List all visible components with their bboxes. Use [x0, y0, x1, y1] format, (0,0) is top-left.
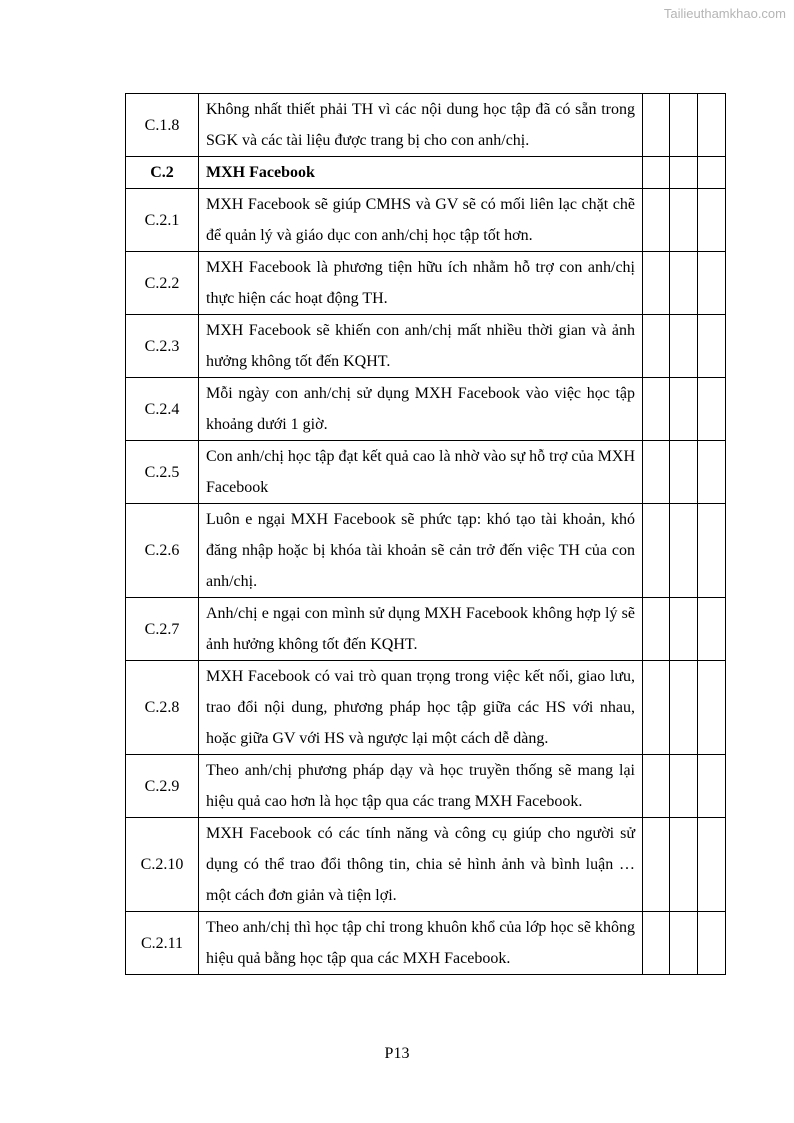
table-row — [126, 315, 726, 378]
rating-cell[interactable] — [670, 157, 698, 189]
rating-cell[interactable] — [698, 189, 726, 252]
rating-cell[interactable] — [643, 818, 670, 912]
table-row — [126, 755, 726, 818]
table-row — [126, 378, 726, 441]
rating-cell[interactable] — [643, 189, 670, 252]
rating-cell[interactable] — [670, 315, 698, 378]
item-statement: MXH Facebook sẽ giúp CMHS và GV sẽ có mối liên lạc chặt chẽ để quản lý và giáo dục con anh/chị học tập tốt hơn. — [199, 189, 643, 252]
rating-cell[interactable] — [698, 755, 726, 818]
rating-cell[interactable] — [698, 598, 726, 661]
rating-cell[interactable] — [670, 755, 698, 818]
rating-cell[interactable] — [670, 441, 698, 504]
section-row — [126, 157, 726, 189]
survey-table-body — [126, 94, 726, 975]
rating-cell[interactable] — [670, 504, 698, 598]
table-row — [126, 504, 726, 598]
item-code: C.2.5 — [126, 441, 199, 504]
table-row — [126, 661, 726, 755]
item-statement: Không nhất thiết phải TH vì các nội dung học tập đã có sẵn trong SGK và các tài liệu được trang bị cho con anh/chị. — [199, 94, 643, 157]
rating-cell[interactable] — [698, 94, 726, 157]
rating-cell[interactable] — [643, 378, 670, 441]
item-statement: Theo anh/chị thì học tập chỉ trong khuôn khổ của lớp học sẽ không hiệu quả bằng học tập qua các MXH Facebook. — [199, 912, 643, 975]
item-code: C.2.6 — [126, 504, 199, 598]
rating-cell[interactable] — [698, 441, 726, 504]
rating-cell[interactable] — [670, 189, 698, 252]
item-statement: MXH Facebook — [199, 157, 643, 189]
item-statement: Mỗi ngày con anh/chị sử dụng MXH Facebook vào việc học tập khoảng dưới 1 giờ. — [199, 378, 643, 441]
item-statement: MXH Facebook là phương tiện hữu ích nhằm hỗ trợ con anh/chị thực hiện các hoạt động TH. — [199, 252, 643, 315]
item-code: C.2.3 — [126, 315, 199, 378]
item-code: C.2.8 — [126, 661, 199, 755]
item-statement: Anh/chị e ngại con mình sử dụng MXH Facebook không hợp lý sẽ ảnh hưởng không tốt đến KQHT. — [199, 598, 643, 661]
rating-cell[interactable] — [643, 441, 670, 504]
rating-cell[interactable] — [670, 818, 698, 912]
rating-cell[interactable] — [643, 504, 670, 598]
item-code: C.2 — [126, 157, 199, 189]
item-code: C.2.9 — [126, 755, 199, 818]
rating-cell[interactable] — [670, 378, 698, 441]
rating-cell[interactable] — [643, 157, 670, 189]
rating-cell[interactable] — [698, 378, 726, 441]
item-statement: Luôn e ngại MXH Facebook sẽ phức tạp: khó tạo tài khoản, khó đăng nhập hoặc bị khóa tài khoản sẽ cản trở đến việc TH của con anh/chị. — [199, 504, 643, 598]
item-statement: MXH Facebook có các tính năng và công cụ giúp cho người sử dụng có thể trao đổi thông tin, chia sẻ hình ảnh và bình luận … một cách đơn giản và tiện lợi. — [199, 818, 643, 912]
page-number: P13 — [384, 1045, 410, 1062]
rating-cell[interactable] — [670, 598, 698, 661]
rating-cell[interactable] — [670, 661, 698, 755]
item-code: C.2.2 — [126, 252, 199, 315]
rating-cell[interactable] — [698, 252, 726, 315]
table-row — [126, 94, 726, 157]
watermark: Tailieuthamkhao.com — [663, 6, 786, 21]
survey-table — [125, 93, 726, 975]
item-code: C.2.7 — [126, 598, 199, 661]
rating-cell[interactable] — [670, 912, 698, 975]
table-row — [126, 441, 726, 504]
rating-cell[interactable] — [643, 252, 670, 315]
item-code: C.2.1 — [126, 189, 199, 252]
item-code: C.1.8 — [126, 94, 199, 157]
rating-cell[interactable] — [670, 252, 698, 315]
rating-cell[interactable] — [643, 755, 670, 818]
rating-cell[interactable] — [698, 818, 726, 912]
rating-cell[interactable] — [643, 661, 670, 755]
rating-cell[interactable] — [643, 912, 670, 975]
item-statement: MXH Facebook sẽ khiến con anh/chị mất nhiều thời gian và ảnh hưởng không tốt đến KQHT. — [199, 315, 643, 378]
rating-cell[interactable] — [643, 94, 670, 157]
item-code: C.2.4 — [126, 378, 199, 441]
item-statement: Con anh/chị học tập đạt kết quả cao là nhờ vào sự hỗ trợ của MXH Facebook — [199, 441, 643, 504]
rating-cell[interactable] — [643, 598, 670, 661]
item-code: C.2.11 — [126, 912, 199, 975]
item-statement: Theo anh/chị phương pháp dạy và học truyền thống sẽ mang lại hiệu quả cao hơn là học tập qua các trang MXH Facebook. — [199, 755, 643, 818]
table-row — [126, 598, 726, 661]
rating-cell[interactable] — [698, 157, 726, 189]
table-row — [126, 818, 726, 912]
rating-cell[interactable] — [698, 661, 726, 755]
item-code: C.2.10 — [126, 818, 199, 912]
table-row — [126, 189, 726, 252]
rating-cell[interactable] — [643, 315, 670, 378]
item-statement: MXH Facebook có vai trò quan trọng trong việc kết nối, giao lưu, trao đổi nội dung, phương pháp học tập giữa các HS với nhau, hoặc giữa GV với HS và ngược lại một cách dễ dàng. — [199, 661, 643, 755]
rating-cell[interactable] — [698, 504, 726, 598]
rating-cell[interactable] — [698, 315, 726, 378]
rating-cell[interactable] — [698, 912, 726, 975]
table-row — [126, 252, 726, 315]
table-row — [126, 912, 726, 975]
rating-cell[interactable] — [670, 94, 698, 157]
